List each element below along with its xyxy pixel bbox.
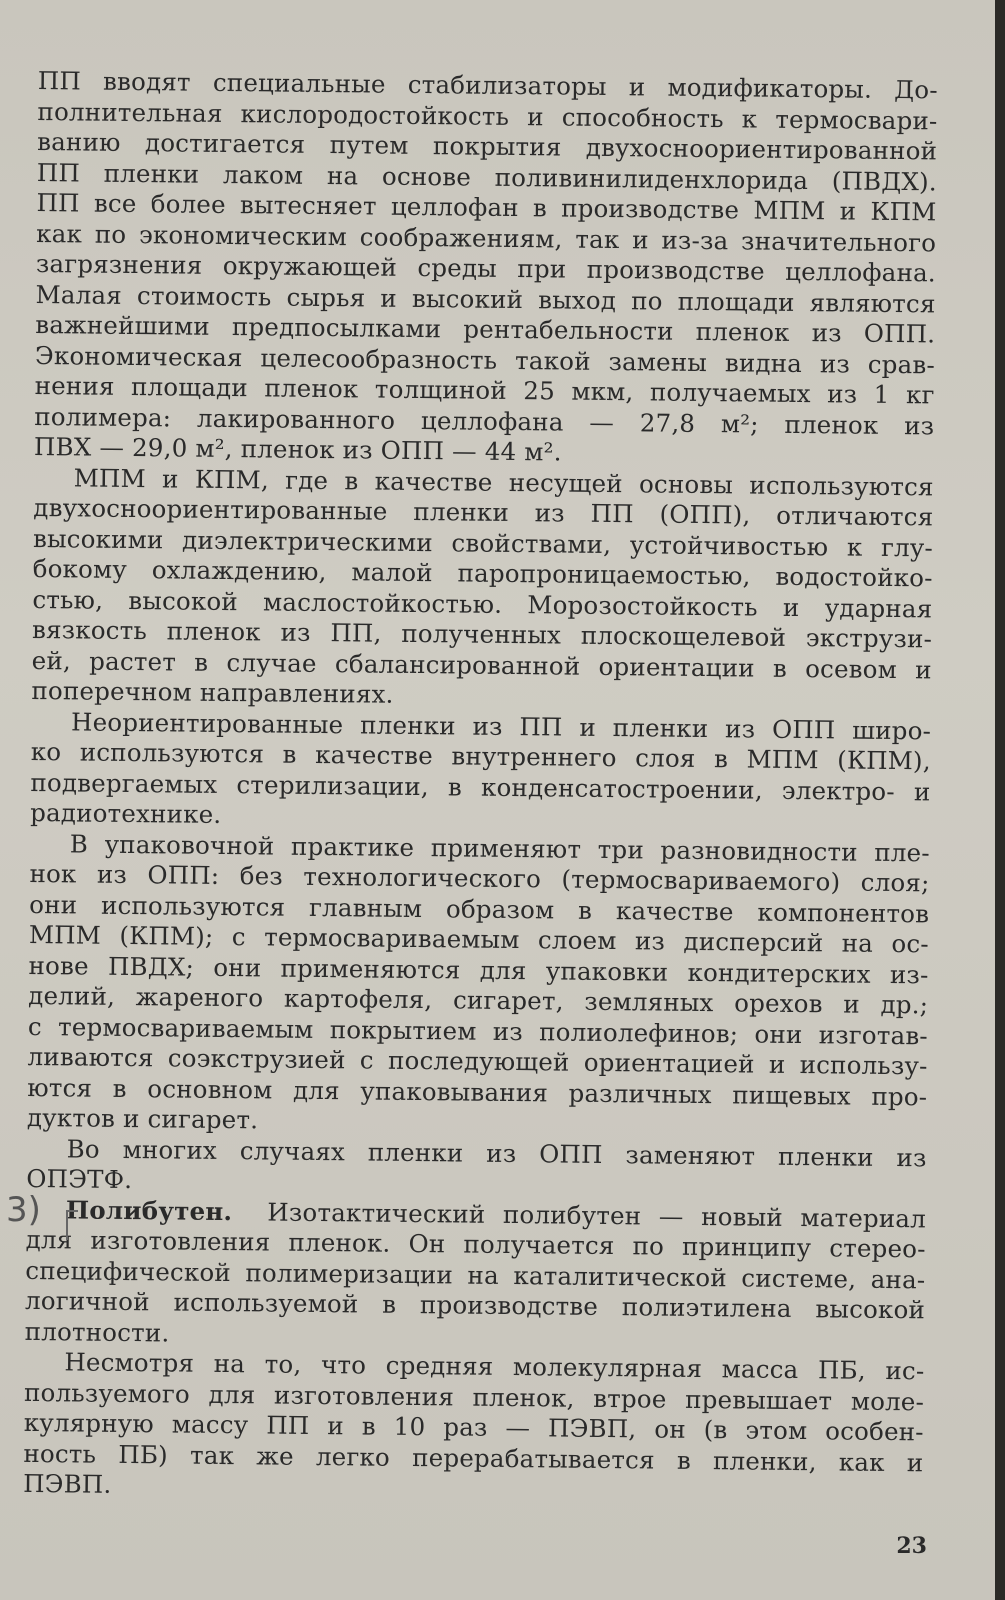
text-line: радиотехнике.	[30, 797, 222, 829]
text-line: полнительная кислородостойкость и способность к термосвари-	[37, 96, 938, 135]
text-line: специфической полимеризации на каталитической системе, ана-	[25, 1255, 926, 1294]
text-line: они используются главным образом в качестве компонентов	[29, 889, 930, 928]
page-number: 23	[896, 1533, 927, 1559]
text-line: Малая стоимость сырья и высокий выход по площади являются	[35, 279, 936, 318]
text-line: бокому охлаждению, малой паропроницаемостью, водостойко-	[32, 553, 933, 593]
text-line: ПЭВП.	[23, 1468, 112, 1499]
text-line: поперечном направлениях.	[31, 675, 394, 709]
text-line: ПП пленки лаком на основе поливинилиденхлорида (ПВДХ).	[36, 157, 937, 196]
text-line: дуктов и сигарет.	[26, 1102, 259, 1135]
text-line: подвергаемых стерилизации, в конденсатостроении, электро- и	[30, 767, 931, 806]
text-line: ей, растет в случае сбалансированной ориентации в осевом и	[31, 645, 932, 684]
text-line: В упаковочной практике применяют три разновидности пле-	[69, 828, 930, 867]
text-line: высокими диэлектрическими свойствами, устойчивостью к глу-	[32, 523, 934, 562]
page-text	[23, 66, 938, 1509]
text-line: вязкость пленок из ПП, полученных плоскощелевой экструзи-	[31, 614, 933, 654]
section-heading-text: Изотактический полибутен — новый материал	[267, 1196, 927, 1233]
text-line: ванию достигается путем покрытия двухосноориентированной	[37, 126, 938, 166]
text-line: ность ПБ) так же легко перерабатывается в пленки, как и	[23, 1438, 924, 1477]
text-line: МПМ (КПМ); с термосвариваемым слоем из дисперсий на ос-	[28, 919, 930, 959]
text-line: Неориентированные пленки из ПП и пленки из ОПП широ-	[70, 706, 932, 745]
text-line: плотности.	[24, 1316, 170, 1347]
text-line: Во многих случаях пленки из ОПП заменяют пленки из	[66, 1133, 927, 1172]
text-line: ливаются соэкструзией с последующей ориентацией и использу-	[27, 1041, 928, 1081]
text-line: с термосвариваемым покрытием из полиолефинов; они изготав-	[27, 1011, 929, 1050]
text-line: для изготовления пленок. Он получается по принципу стерео-	[25, 1224, 926, 1264]
text-line: нок из ОПП: без технологического (термосвариваемого) слоя;	[29, 858, 930, 898]
text-line: ПВХ — 29,0 м², пленок из ОПП — 44 м².	[33, 431, 562, 467]
text-line: Экономическая целесообразность такой замены видна из срав-	[34, 340, 936, 379]
text-line: нения площади пленок толщиной 25 мкм, получаемых из 1 кг	[34, 370, 935, 410]
text-line: нове ПВДХ; они применяются для упаковки кондитерских из-	[28, 950, 929, 989]
text-line: ко используются в качестве внутреннего слоя в МПМ (КПМ),	[30, 736, 931, 776]
text-line: Несмотря на то, что средняя молекулярная масса ПБ, ис-	[64, 1347, 925, 1386]
text-line: полимера: лакированного целлофана — 27,8 м²; пленок из	[34, 401, 935, 440]
text-line: делий, жареного картофеля, сигарет, земляных орехов и др.;	[28, 980, 929, 1020]
text-line: загрязнения окружающей среды при производстве целлофана.	[35, 248, 937, 288]
text-line: ПП вводят специальные стабилизаторы и модификаторы. До-	[37, 66, 938, 105]
text-line: ПП все более вытесняет целлофан в производстве МПМ и КПМ	[36, 187, 937, 227]
section-term: Полибутен.	[65, 1194, 233, 1226]
text-line: логичной используемой в производстве полиэтилена высокой	[24, 1285, 926, 1325]
text-line: пользуемого для изготовления пленок, втрое превышает моле-	[23, 1377, 925, 1416]
text-line: кулярную массу ПП и в 10 раз — ПЭВП, он (в этом особен-	[23, 1407, 924, 1447]
text-line: ОПЭТФ.	[26, 1163, 133, 1195]
text-line: двухосноориентированные пленки из ПП (ОПП), отличаются	[33, 492, 934, 532]
handwritten-margin-note: 3)	[6, 1190, 41, 1230]
text-line: ются в основном для упаковывания различных пищевых про-	[27, 1072, 928, 1111]
text-line: как по экономическим соображениям, так и из-за значительного	[36, 218, 937, 257]
text-line: стью, высокой маслостойкостью. Морозостойкость и ударная	[32, 584, 933, 623]
handwritten-bracket	[66, 1210, 78, 1240]
text-line: МПМ и КПМ, где в качестве несущей основы используются	[73, 462, 934, 501]
text-line: важнейшими предпосылками рентабельности пленок из ОПП.	[35, 309, 936, 349]
